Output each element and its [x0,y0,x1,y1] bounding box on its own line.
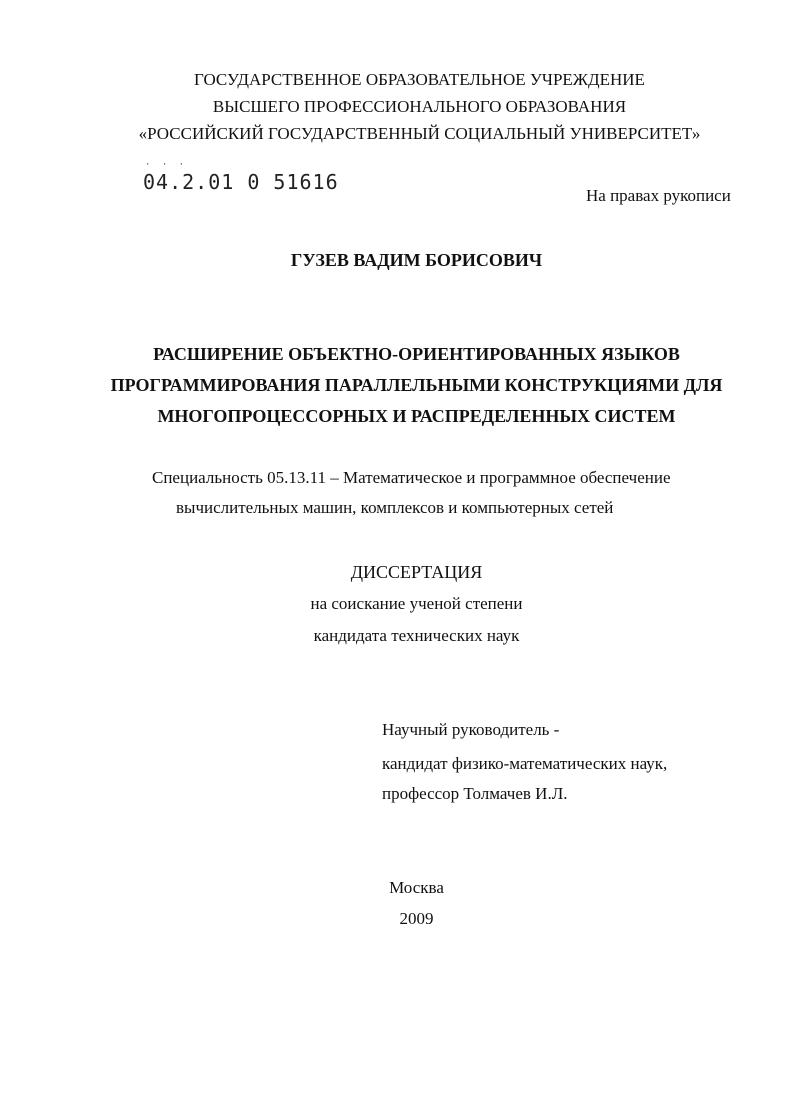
dissertation-label: ДИССЕРТАЦИЯ [350,562,483,582]
city: Москва [389,878,444,897]
author-name: ГУЗЕВ ВАДИМ БОРИСОВИЧ [290,250,543,270]
degree-line-2: кандидата технических наук [313,626,520,645]
thesis-title-line-3: МНОГОПРОЦЕССОРНЫХ И РАСПРЕДЕЛЕННЫХ СИСТЕМ [157,406,676,426]
thesis-title-line-1: РАСШИРЕНИЕ ОБЪЕКТНО-ОРИЕНТИРОВАННЫХ ЯЗЫКОВ [153,344,680,364]
supervisor-line-3: профессор Толмачев И.Л. [382,784,568,803]
institution-line-3: «РОССИЙСКИЙ ГОСУДАРСТВЕННЫЙ СОЦИАЛЬНЫЙ УНИВЕРСИТЕТ» [138,124,701,143]
specialty-line-2: вычислительных машин, комплексов и компьютерных сетей [176,498,614,517]
year: 2009 [399,909,434,928]
rights-note: На правах рукописи [586,186,731,205]
registration-code-text: 04.2.01 0 51616 [143,170,339,194]
registration-marks: · · · [145,160,188,170]
institution-line-1: ГОСУДАРСТВЕННОЕ ОБРАЗОВАТЕЛЬНОЕ УЧРЕЖДЕНИЕ [194,70,645,89]
supervisor-line-1: Научный руководитель - [382,720,560,739]
supervisor-line-2: кандидат физико-математических наук, [382,754,668,773]
registration-code [143,160,339,194]
thesis-title-line-2: ПРОГРАММИРОВАНИЯ ПАРАЛЛЕЛЬНЫМИ КОНСТРУКЦИЯМИ ДЛЯ [110,375,723,395]
institution-line-2: ВЫСШЕГО ПРОФЕССИОНАЛЬНОГО ОБРАЗОВАНИЯ [212,97,627,116]
degree-line-1: на соискание ученой степени [310,594,523,613]
specialty-line-1: Специальность 05.13.11 – Математическое и программное обеспечение [152,468,671,487]
